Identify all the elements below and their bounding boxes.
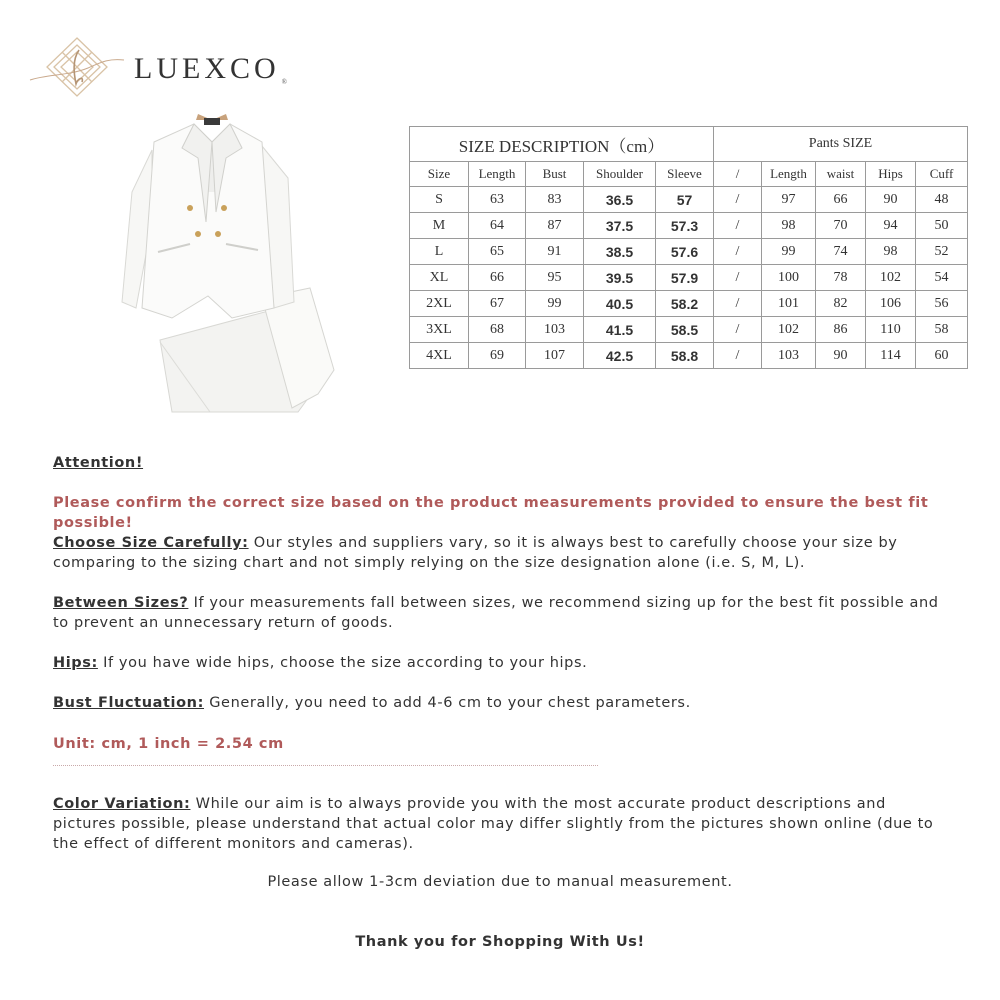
thank-you-note: Thank you for Shopping With Us! <box>355 934 645 950</box>
column-header: Length <box>469 162 526 187</box>
table-cell: L <box>410 239 469 265</box>
bust-fluctuation-note: Bust Fluctuation: Generally, you need to add 4-6 cm to your chest parameters. <box>53 695 691 711</box>
confirm-size-notice: Please confirm the correct size based on the product measurements provided to ensure the best fit possible! <box>53 495 929 531</box>
column-header: waist <box>816 162 866 187</box>
table-cell: 91 <box>526 239 584 265</box>
table-cell: XL <box>410 265 469 291</box>
table-cell: 39.5 <box>584 265 656 291</box>
table-cell: 56 <box>916 291 968 317</box>
choose-size-label: Choose Size Carefully: <box>53 535 249 551</box>
table-row <box>410 265 968 291</box>
table-cell: / <box>714 187 762 213</box>
hips-label: Hips: <box>53 655 98 671</box>
table-cell: 102 <box>762 317 816 343</box>
table-header-row <box>410 162 968 187</box>
luexco-monogram-icon <box>28 36 126 98</box>
table-cell: 94 <box>866 213 916 239</box>
table-cell: 2XL <box>410 291 469 317</box>
table-cell: 65 <box>469 239 526 265</box>
table-row <box>410 317 968 343</box>
table-cell: 97 <box>762 187 816 213</box>
table-cell: 83 <box>526 187 584 213</box>
table-cell: 57 <box>656 187 714 213</box>
table-cell: 103 <box>762 343 816 369</box>
table-cell: 52 <box>916 239 968 265</box>
table-cell: 58.5 <box>656 317 714 343</box>
pants-size-title: Pants SIZE <box>714 127 968 162</box>
size-description-title: SIZE DESCRIPTION（cm） <box>410 127 714 162</box>
table-cell: 68 <box>469 317 526 343</box>
table-cell: 66 <box>469 265 526 291</box>
table-cell: 70 <box>816 213 866 239</box>
table-cell: 103 <box>526 317 584 343</box>
table-cell: 98 <box>762 213 816 239</box>
choose-size-note: Choose Size Carefully: Our styles and suppliers vary, so it is always best to carefully choose your size by comparing to the sizing chart and not simply relying on the size designation alone (i.e. S, M, L). <box>53 535 898 571</box>
table-cell: 87 <box>526 213 584 239</box>
table-row <box>410 291 968 317</box>
column-header: Shoulder <box>584 162 656 187</box>
table-cell: / <box>714 291 762 317</box>
column-header: Size <box>410 162 469 187</box>
table-cell: 42.5 <box>584 343 656 369</box>
column-header: Length <box>762 162 816 187</box>
table-cell: 100 <box>762 265 816 291</box>
column-header: Hips <box>866 162 916 187</box>
dotted-divider <box>53 765 598 766</box>
table-cell: 86 <box>816 317 866 343</box>
table-cell: / <box>714 343 762 369</box>
table-cell: 99 <box>526 291 584 317</box>
table-cell: 48 <box>916 187 968 213</box>
table-cell: M <box>410 213 469 239</box>
table-cell: 3XL <box>410 317 469 343</box>
table-row <box>410 343 968 369</box>
table-cell: 78 <box>816 265 866 291</box>
color-variation-note: Color Variation: While our aim is to always provide you with the most accurate product descriptions and pictures possible, please understand that actual color may differ slightly from the pictures shown online (due to the effect of different monitors and cameras). <box>53 796 934 852</box>
attention-heading: Attention! <box>53 455 144 471</box>
table-cell: 63 <box>469 187 526 213</box>
table-cell: 114 <box>866 343 916 369</box>
table-row <box>410 213 968 239</box>
table-cell: 90 <box>816 343 866 369</box>
table-cell: 66 <box>816 187 866 213</box>
table-row <box>410 187 968 213</box>
table-cell: 4XL <box>410 343 469 369</box>
table-cell: 41.5 <box>584 317 656 343</box>
table-cell: / <box>714 213 762 239</box>
between-sizes-note: Between Sizes? If your measurements fall between sizes, we recommend sizing up for the best fit possible and to prevent an unnecessary return of goods. <box>53 595 939 631</box>
hips-note: Hips: If you have wide hips, choose the size according to your hips. <box>53 655 588 671</box>
table-cell: 64 <box>469 213 526 239</box>
table-cell: 50 <box>916 213 968 239</box>
table-cell: 95 <box>526 265 584 291</box>
table-cell: 40.5 <box>584 291 656 317</box>
table-cell: 60 <box>916 343 968 369</box>
table-cell: 98 <box>866 239 916 265</box>
table-cell: S <box>410 187 469 213</box>
table-row <box>410 239 968 265</box>
size-table <box>409 126 968 369</box>
brand-logo <box>28 36 287 98</box>
unit-note: Unit: cm, 1 inch = 2.54 cm <box>53 736 284 752</box>
table-cell: 69 <box>469 343 526 369</box>
table-cell: 36.5 <box>584 187 656 213</box>
bust-fluctuation-label: Bust Fluctuation: <box>53 695 205 711</box>
column-header: Bust <box>526 162 584 187</box>
table-cell: 106 <box>866 291 916 317</box>
table-cell: / <box>714 265 762 291</box>
table-cell: 58.8 <box>656 343 714 369</box>
product-image <box>112 112 348 422</box>
column-header: Cuff <box>916 162 968 187</box>
table-cell: 99 <box>762 239 816 265</box>
table-cell: 74 <box>816 239 866 265</box>
table-cell: 102 <box>866 265 916 291</box>
table-cell: 54 <box>916 265 968 291</box>
table-cell: 57.3 <box>656 213 714 239</box>
column-header: / <box>714 162 762 187</box>
table-cell: 67 <box>469 291 526 317</box>
column-header: Sleeve <box>656 162 714 187</box>
table-cell: 58 <box>916 317 968 343</box>
deviation-note: Please allow 1-3cm deviation due to manual measurement. <box>267 874 733 890</box>
table-cell: / <box>714 239 762 265</box>
table-cell: 82 <box>816 291 866 317</box>
table-cell: 107 <box>526 343 584 369</box>
table-cell: / <box>714 317 762 343</box>
table-cell: 110 <box>866 317 916 343</box>
table-cell: 37.5 <box>584 213 656 239</box>
table-cell: 38.5 <box>584 239 656 265</box>
table-cell: 90 <box>866 187 916 213</box>
brand-name: LUEXCO ® <box>134 52 287 86</box>
table-cell: 57.9 <box>656 265 714 291</box>
color-variation-label: Color Variation: <box>53 796 191 812</box>
table-cell: 57.6 <box>656 239 714 265</box>
between-sizes-label: Between Sizes? <box>53 595 189 611</box>
table-cell: 101 <box>762 291 816 317</box>
table-cell: 58.2 <box>656 291 714 317</box>
